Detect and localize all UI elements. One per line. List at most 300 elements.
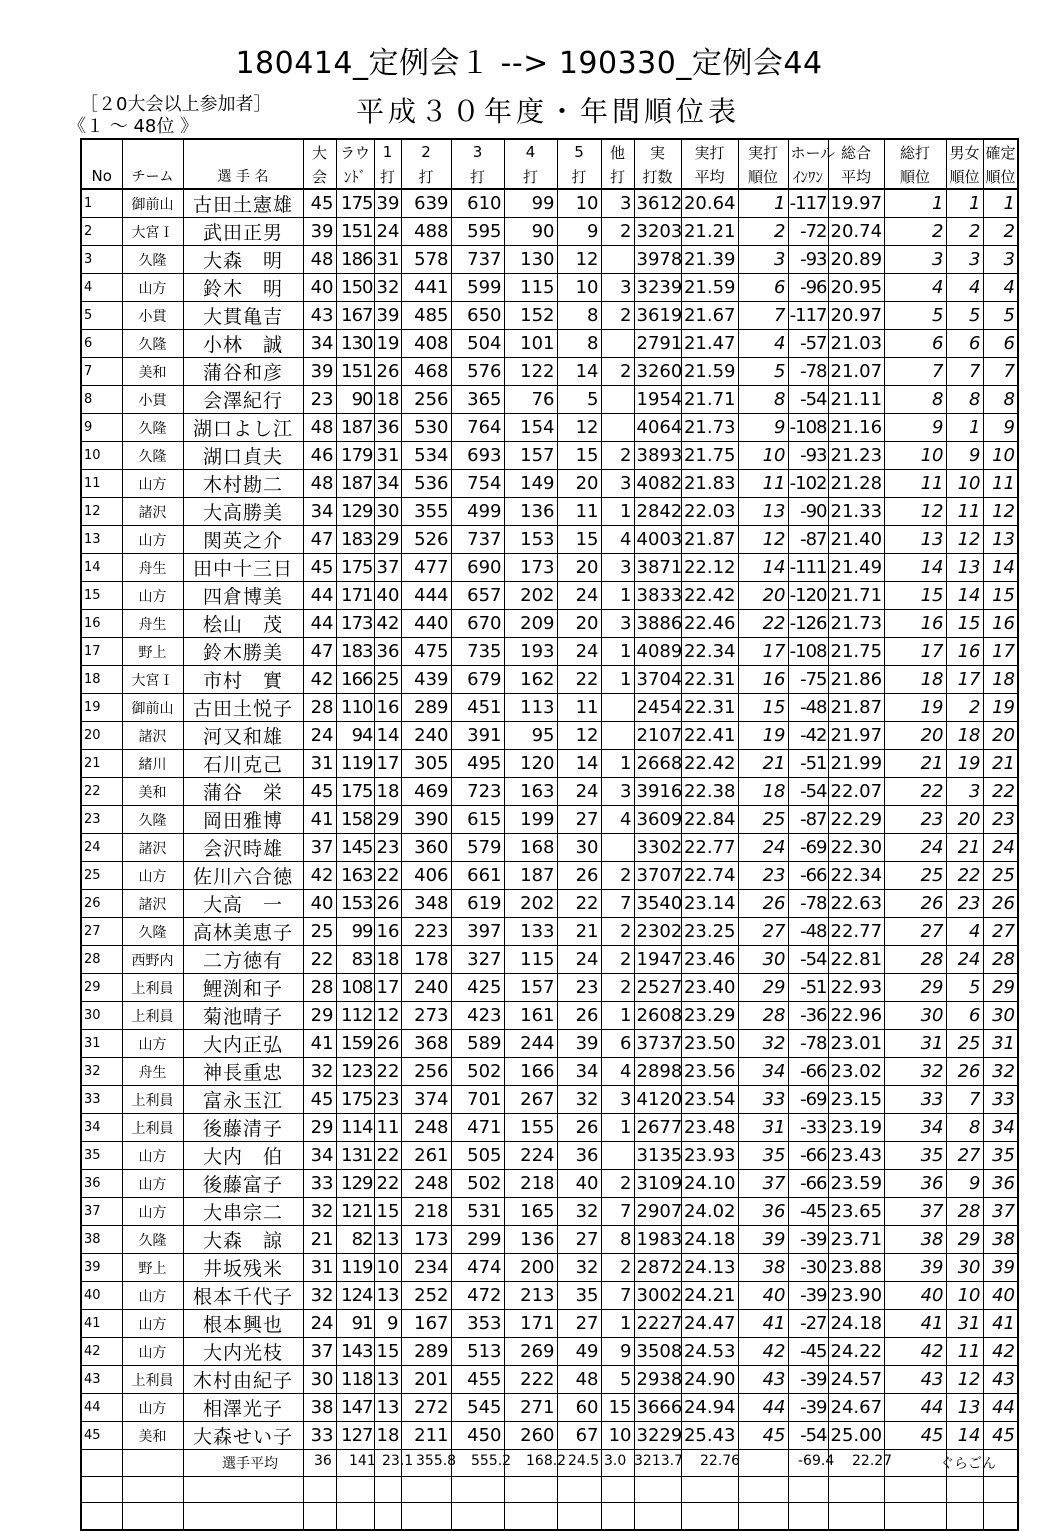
cell-score-3: 737 <box>451 526 504 554</box>
cell-stroke-rank: 28 <box>738 1002 788 1030</box>
cell-player-name: 石川克己 <box>183 750 303 778</box>
cell-tournaments: 48 <box>303 414 336 442</box>
cell-no: 12 <box>81 498 122 526</box>
cell-score-1: 13 <box>374 1394 401 1422</box>
cell-overall-rank: 18 <box>884 666 946 694</box>
cell-team: 久隆 <box>122 1226 183 1254</box>
cell-stroke-rank: 42 <box>738 1338 788 1366</box>
cell-final-rank: 33 <box>983 1086 1018 1114</box>
cell-team: 美和 <box>122 778 183 806</box>
cell-overall-average: 22.63 <box>828 890 884 918</box>
cell-stroke-rank: 41 <box>738 1310 788 1338</box>
cell-stroke-rank: 22 <box>738 610 788 638</box>
cell-stroke-rank: 29 <box>738 974 788 1002</box>
cell-final-rank: 1 <box>983 189 1018 218</box>
cell-rounds: 179 <box>336 442 374 470</box>
cell-total-strokes: 2302 <box>634 918 681 946</box>
cell-total-strokes: 2107 <box>634 722 681 750</box>
cell-stroke-rank: 18 <box>738 778 788 806</box>
empty-cell <box>504 1476 557 1503</box>
cell-no: 42 <box>81 1338 122 1366</box>
header-team-bottom: チーム <box>122 164 183 189</box>
cell-score-5: 22 <box>557 890 601 918</box>
cell-score-5: 11 <box>557 694 601 722</box>
cell-hole-in-one: -120 <box>788 582 828 610</box>
cell-score-5: 20 <box>557 610 601 638</box>
cell-total-strokes: 3737 <box>634 1030 681 1058</box>
cell-score-1: 13 <box>374 1366 401 1394</box>
cell-team: 久隆 <box>122 246 183 274</box>
cell-player-name: 小林 誠 <box>183 330 303 358</box>
cell-gender-rank: 10 <box>946 470 983 498</box>
cell-rounds: 151 <box>336 218 374 246</box>
cell-gender-rank: 4 <box>946 918 983 946</box>
cell-score-3: 579 <box>451 834 504 862</box>
cell-total-strokes: 2938 <box>634 1366 681 1394</box>
cell-gender-rank: 18 <box>946 722 983 750</box>
cell-tournaments: 46 <box>303 442 336 470</box>
cell-tournaments: 29 <box>303 1114 336 1142</box>
table-row <box>81 722 1018 750</box>
cell-score-other: 4 <box>601 1058 634 1086</box>
cell-score-5: 8 <box>557 302 601 330</box>
cell-tournaments: 21 <box>303 1226 336 1254</box>
cell-score-other: 2 <box>601 946 634 974</box>
cell-stroke-rank: 14 <box>738 554 788 582</box>
cell-player-name: 大内光枝 <box>183 1338 303 1366</box>
cell-stroke-rank: 17 <box>738 638 788 666</box>
cell-overall-rank: 24 <box>884 834 946 862</box>
cell-stroke-rank: 33 <box>738 1086 788 1114</box>
table-row <box>81 1226 1018 1254</box>
cell-team: 御前山 <box>122 694 183 722</box>
cell-score-other: 15 <box>601 1394 634 1422</box>
cell-overall-average: 23.71 <box>828 1226 884 1254</box>
cell-score-other: 1 <box>601 1114 634 1142</box>
cell-score-2: 252 <box>401 1282 451 1310</box>
cell-player-name: 鈴木 明 <box>183 274 303 302</box>
cell-gender-rank: 8 <box>946 386 983 414</box>
table-row <box>81 274 1018 302</box>
cell-stroke-rank: 23 <box>738 862 788 890</box>
table-row <box>81 1366 1018 1394</box>
table-row <box>81 1310 1018 1338</box>
rank-range: 《１ ～ 48位 》 <box>68 116 199 137</box>
cell-player-name: 会澤紀行 <box>183 386 303 414</box>
cell-final-rank: 21 <box>983 750 1018 778</box>
cell-score-1: 11 <box>374 1114 401 1142</box>
cell-gender-rank: 11 <box>946 498 983 526</box>
header-tournaments-bottom: 会 <box>303 164 336 189</box>
cell-tournaments: 33 <box>303 1170 336 1198</box>
cell-no: 15 <box>81 582 122 610</box>
cell-stroke-average: 24.13 <box>681 1254 738 1282</box>
cell-final-rank: 26 <box>983 890 1018 918</box>
header-player-name-top <box>183 139 303 164</box>
cell-no: 18 <box>81 666 122 694</box>
average-score-4: 168.2 <box>526 1453 567 1469</box>
cell-stroke-average: 24.94 <box>681 1394 738 1422</box>
cell-overall-average: 21.97 <box>828 722 884 750</box>
cell-final-rank: 40 <box>983 1282 1018 1310</box>
cell-score-2: 261 <box>401 1142 451 1170</box>
cell-team: 久隆 <box>122 330 183 358</box>
cell-score-5: 12 <box>557 414 601 442</box>
cell-rounds: 94 <box>336 722 374 750</box>
empty-cell <box>81 1503 122 1530</box>
cell-overall-rank: 7 <box>884 358 946 386</box>
cell-score-2: 530 <box>401 414 451 442</box>
cell-tournaments: 41 <box>303 806 336 834</box>
cell-stroke-rank: 1 <box>738 189 788 218</box>
cell-overall-average: 21.33 <box>828 498 884 526</box>
cell-score-1: 39 <box>374 302 401 330</box>
cell-score-3: 327 <box>451 946 504 974</box>
cell-stroke-rank: 44 <box>738 1394 788 1422</box>
cell-score-4: 224 <box>504 1142 557 1170</box>
cell-gender-rank: 29 <box>946 1226 983 1254</box>
empty-cell <box>946 1476 983 1503</box>
cell-hole-in-one: -66 <box>788 1058 828 1086</box>
cell-no: 11 <box>81 470 122 498</box>
cell-score-1: 19 <box>374 330 401 358</box>
cell-score-1: 36 <box>374 414 401 442</box>
cell-stroke-average: 21.39 <box>681 246 738 274</box>
cell-no: 28 <box>81 946 122 974</box>
cell-stroke-average: 24.21 <box>681 1282 738 1310</box>
cell-score-2: 639 <box>401 189 451 218</box>
cell-score-3: 690 <box>451 554 504 582</box>
table-row <box>81 526 1018 554</box>
cell-score-3: 505 <box>451 1142 504 1170</box>
cell-score-1: 13 <box>374 1282 401 1310</box>
header-hole-in-one-top: ホール <box>788 139 828 164</box>
cell-score-3: 661 <box>451 862 504 890</box>
cell-overall-average: 23.43 <box>828 1142 884 1170</box>
cell-stroke-rank: 43 <box>738 1366 788 1394</box>
empty-cell <box>788 1476 828 1503</box>
cell-overall-rank: 39 <box>884 1254 946 1282</box>
header-player-name-bottom: 選 手 名 <box>183 164 303 189</box>
cell-overall-rank: 21 <box>884 750 946 778</box>
cell-rounds: 186 <box>336 246 374 274</box>
cell-score-5: 9 <box>557 218 601 246</box>
cell-score-3: 471 <box>451 1114 504 1142</box>
cell-no: 8 <box>81 386 122 414</box>
table-row <box>81 974 1018 1002</box>
header-stroke-average-top: 実打 <box>681 139 738 164</box>
cell-stroke-rank: 40 <box>738 1282 788 1310</box>
cell-stroke-average: 23.29 <box>681 1002 738 1030</box>
cell-player-name: 湖口よし江 <box>183 414 303 442</box>
cell-score-3: 472 <box>451 1282 504 1310</box>
cell-final-rank: 13 <box>983 526 1018 554</box>
cell-tournaments: 32 <box>303 1282 336 1310</box>
cell-stroke-average: 22.77 <box>681 834 738 862</box>
cell-score-4: 155 <box>504 1114 557 1142</box>
empty-cell <box>681 1476 738 1503</box>
table-row <box>81 1338 1018 1366</box>
cell-score-3: 701 <box>451 1086 504 1114</box>
ranking-table <box>80 138 1019 1531</box>
cell-stroke-rank: 32 <box>738 1030 788 1058</box>
cell-score-1: 22 <box>374 862 401 890</box>
cell-score-5: 24 <box>557 582 601 610</box>
cell-total-strokes: 2677 <box>634 1114 681 1142</box>
cell-score-2: 272 <box>401 1394 451 1422</box>
cell-overall-average: 23.19 <box>828 1114 884 1142</box>
cell-score-4: 193 <box>504 638 557 666</box>
average-label: 選手平均 <box>222 1456 278 1472</box>
table-row <box>81 218 1018 246</box>
cell-score-4: 260 <box>504 1422 557 1450</box>
cell-score-3: 531 <box>451 1198 504 1226</box>
cell-rounds: 129 <box>336 1170 374 1198</box>
cell-hole-in-one: -117 <box>788 302 828 330</box>
empty-cell <box>681 1503 738 1530</box>
cell-team: 野上 <box>122 1254 183 1282</box>
cell-final-rank: 35 <box>983 1142 1018 1170</box>
cell-overall-rank: 42 <box>884 1338 946 1366</box>
cell-score-3: 353 <box>451 1310 504 1338</box>
cell-overall-average: 21.86 <box>828 666 884 694</box>
cell-score-2: 468 <box>401 358 451 386</box>
empty-cell <box>738 1503 788 1530</box>
cell-hole-in-one: -45 <box>788 1198 828 1226</box>
table-row <box>81 778 1018 806</box>
cell-final-rank: 2 <box>983 218 1018 246</box>
cell-stroke-average: 23.40 <box>681 974 738 1002</box>
cell-score-5: 20 <box>557 554 601 582</box>
cell-score-other: 2 <box>601 1170 634 1198</box>
cell-score-3: 502 <box>451 1058 504 1086</box>
cell-overall-rank: 23 <box>884 806 946 834</box>
cell-overall-rank: 40 <box>884 1282 946 1310</box>
cell-score-2: 248 <box>401 1114 451 1142</box>
cell-gender-rank: 3 <box>946 778 983 806</box>
cell-final-rank: 11 <box>983 470 1018 498</box>
cell-team: 舟生 <box>122 1058 183 1086</box>
cell-score-5: 49 <box>557 1338 601 1366</box>
cell-score-5: 34 <box>557 1058 601 1086</box>
cell-overall-average: 24.18 <box>828 1310 884 1338</box>
cell-rounds: 175 <box>336 554 374 582</box>
cell-overall-rank: 30 <box>884 1002 946 1030</box>
empty-cell <box>884 1476 946 1503</box>
cell-score-4: 222 <box>504 1366 557 1394</box>
cell-hole-in-one: -102 <box>788 470 828 498</box>
cell-score-1: 25 <box>374 666 401 694</box>
cell-tournaments: 48 <box>303 470 336 498</box>
cell-hole-in-one: -87 <box>788 806 828 834</box>
cell-total-strokes: 4120 <box>634 1086 681 1114</box>
cell-player-name: 河又和雄 <box>183 722 303 750</box>
cell-overall-rank: 17 <box>884 638 946 666</box>
cell-overall-average: 22.07 <box>828 778 884 806</box>
cell-score-4: 187 <box>504 862 557 890</box>
cell-score-2: 256 <box>401 1058 451 1086</box>
cell-score-4: 166 <box>504 1058 557 1086</box>
cell-overall-average: 23.65 <box>828 1198 884 1226</box>
cell-stroke-average: 24.02 <box>681 1198 738 1226</box>
cell-score-4: 218 <box>504 1170 557 1198</box>
cell-final-rank: 9 <box>983 414 1018 442</box>
cell-hole-in-one: -39 <box>788 1394 828 1422</box>
cell-score-1: 22 <box>374 1058 401 1086</box>
page-title: 180414_定例会１ --> 190330_定例会44 <box>235 46 823 81</box>
cell-gender-rank: 30 <box>946 1254 983 1282</box>
cell-no: 22 <box>81 778 122 806</box>
cell-gender-rank: 27 <box>946 1142 983 1170</box>
cell-total-strokes: 2527 <box>634 974 681 1002</box>
cell-score-other: 2 <box>601 918 634 946</box>
cell-final-rank: 25 <box>983 862 1018 890</box>
cell-player-name: 高林美恵子 <box>183 918 303 946</box>
header-score-2-top: 2 <box>401 139 451 164</box>
cell-overall-rank: 14 <box>884 554 946 582</box>
header-overall-average-bottom: 平均 <box>828 164 884 189</box>
cell-score-2: 355 <box>401 498 451 526</box>
cell-gender-rank: 7 <box>946 1086 983 1114</box>
cell-total-strokes: 3135 <box>634 1142 681 1170</box>
cell-score-2: 178 <box>401 946 451 974</box>
cell-overall-average: 22.77 <box>828 918 884 946</box>
cell-score-1: 36 <box>374 638 401 666</box>
cell-no: 30 <box>81 1002 122 1030</box>
cell-hole-in-one: -48 <box>788 918 828 946</box>
cell-overall-average: 21.28 <box>828 470 884 498</box>
cell-score-1: 10 <box>374 1254 401 1282</box>
header-no-top <box>81 139 122 164</box>
cell-score-other <box>601 414 634 442</box>
cell-final-rank: 23 <box>983 806 1018 834</box>
cell-rounds: 124 <box>336 1282 374 1310</box>
cell-score-1: 37 <box>374 554 401 582</box>
table-row <box>81 694 1018 722</box>
cell-player-name: 市村 實 <box>183 666 303 694</box>
cell-overall-rank: 43 <box>884 1366 946 1394</box>
empty-cell <box>122 1503 183 1530</box>
cell-score-other <box>601 694 634 722</box>
cell-overall-rank: 15 <box>884 582 946 610</box>
cell-final-rank: 22 <box>983 778 1018 806</box>
cell-overall-rank: 29 <box>884 974 946 1002</box>
cell-stroke-rank: 37 <box>738 1170 788 1198</box>
table-row <box>81 414 1018 442</box>
table-row <box>81 442 1018 470</box>
cell-total-strokes: 2668 <box>634 750 681 778</box>
cell-score-5: 14 <box>557 750 601 778</box>
cell-tournaments: 34 <box>303 330 336 358</box>
cell-score-1: 14 <box>374 722 401 750</box>
cell-score-other <box>601 246 634 274</box>
cell-stroke-rank: 24 <box>738 834 788 862</box>
cell-overall-average: 21.07 <box>828 358 884 386</box>
cell-score-2: 440 <box>401 610 451 638</box>
empty-cell <box>504 1503 557 1530</box>
cell-overall-rank: 1 <box>884 189 946 218</box>
cell-tournaments: 29 <box>303 1002 336 1030</box>
cell-team: 大宮Ｉ <box>122 218 183 246</box>
cell-score-4: 209 <box>504 610 557 638</box>
cell-no: 19 <box>81 694 122 722</box>
cell-player-name: 田中十三日 <box>183 554 303 582</box>
cell-tournaments: 47 <box>303 526 336 554</box>
cell-final-rank: 18 <box>983 666 1018 694</box>
cell-overall-average: 23.01 <box>828 1030 884 1058</box>
cell-tournaments: 28 <box>303 974 336 1002</box>
cell-score-2: 441 <box>401 274 451 302</box>
empty-cell <box>303 1476 336 1503</box>
cell-score-other: 1 <box>601 1310 634 1338</box>
cell-player-name: 大森 明 <box>183 246 303 274</box>
cell-score-5: 27 <box>557 1226 601 1254</box>
header-overall-rank-bottom: 順位 <box>884 164 946 189</box>
cell-hole-in-one: -48 <box>788 694 828 722</box>
cell-score-4: 152 <box>504 302 557 330</box>
cell-tournaments: 48 <box>303 246 336 274</box>
table-row <box>81 1142 1018 1170</box>
cell-score-4: 76 <box>504 386 557 414</box>
table-row <box>81 330 1018 358</box>
cell-score-3: 679 <box>451 666 504 694</box>
cell-overall-rank: 3 <box>884 246 946 274</box>
cell-total-strokes: 4064 <box>634 414 681 442</box>
cell-hole-in-one: -54 <box>788 386 828 414</box>
empty-cell <box>557 1503 601 1530</box>
empty-cell <box>336 1476 374 1503</box>
cell-rounds: 153 <box>336 890 374 918</box>
cell-score-4: 202 <box>504 582 557 610</box>
cell-overall-average: 21.11 <box>828 386 884 414</box>
cell-overall-rank: 10 <box>884 442 946 470</box>
cell-hole-in-one: -57 <box>788 330 828 358</box>
cell-final-rank: 14 <box>983 554 1018 582</box>
cell-stroke-average: 22.74 <box>681 862 738 890</box>
average-stroke-average: 22.76 <box>700 1453 741 1469</box>
cell-no: 27 <box>81 918 122 946</box>
cell-overall-rank: 8 <box>884 386 946 414</box>
cell-stroke-rank: 30 <box>738 946 788 974</box>
cell-final-rank: 36 <box>983 1170 1018 1198</box>
cell-team: 御前山 <box>122 189 183 218</box>
cell-no: 13 <box>81 526 122 554</box>
table-row <box>81 946 1018 974</box>
cell-score-5: 32 <box>557 1254 601 1282</box>
cell-tournaments: 39 <box>303 218 336 246</box>
cell-hole-in-one: -66 <box>788 862 828 890</box>
cell-score-5: 32 <box>557 1086 601 1114</box>
header-score-other-bottom: 打 <box>601 164 634 189</box>
cell-stroke-rank: 8 <box>738 386 788 414</box>
cell-stroke-average: 24.53 <box>681 1338 738 1366</box>
cell-score-5: 20 <box>557 470 601 498</box>
cell-score-1: 16 <box>374 918 401 946</box>
cell-overall-rank: 20 <box>884 722 946 750</box>
cell-team: 山方 <box>122 1282 183 1310</box>
cell-tournaments: 45 <box>303 778 336 806</box>
cell-score-other <box>601 722 634 750</box>
cell-total-strokes: 3886 <box>634 610 681 638</box>
cell-gender-rank: 20 <box>946 806 983 834</box>
cell-gender-rank: 6 <box>946 1002 983 1030</box>
cell-score-2: 234 <box>401 1254 451 1282</box>
cell-gender-rank: 24 <box>946 946 983 974</box>
cell-final-rank: 34 <box>983 1114 1018 1142</box>
cell-team: 舟生 <box>122 554 183 582</box>
cell-score-1: 17 <box>374 750 401 778</box>
cell-score-2: 201 <box>401 1366 451 1394</box>
